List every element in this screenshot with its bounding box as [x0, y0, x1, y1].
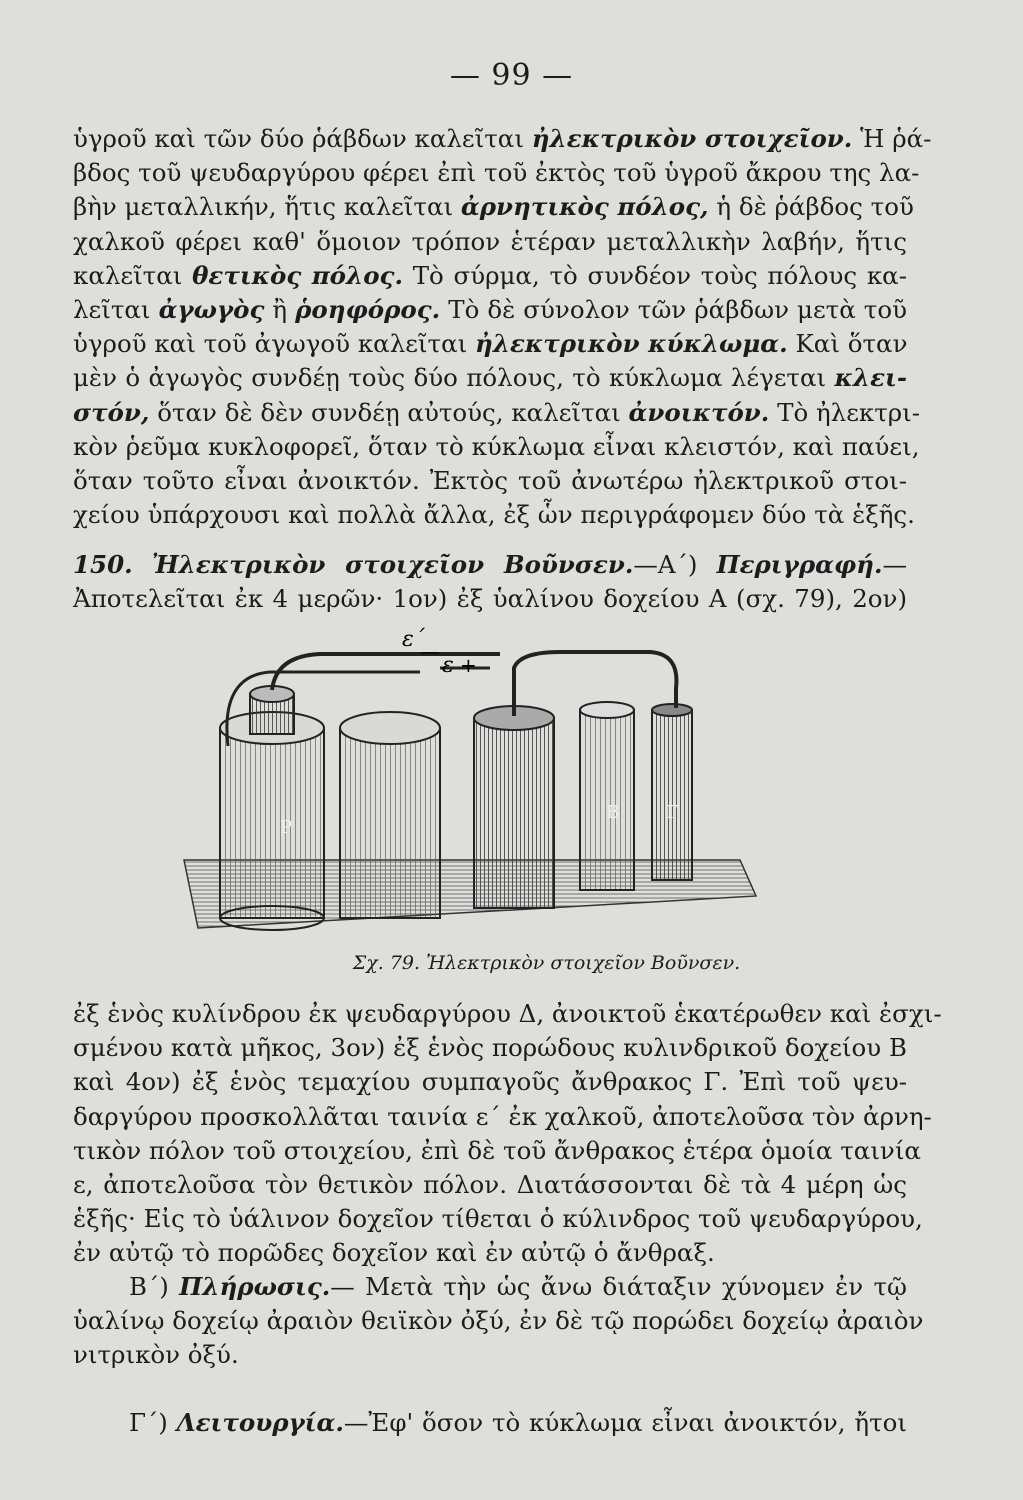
- carbon-block: [652, 710, 692, 880]
- text-line: ε, ἀποτελοῦσα τὸν θετικὸν πόλον. Διατάσσονται δὲ τὰ 4 μέρη ὡς: [73, 1170, 907, 1200]
- paragraph-b-label: Β΄): [129, 1272, 169, 1301]
- text-line: καλεῖται θετικὸς πόλος. Τὸ σύρμα, τὸ συνδέον τοὺς πόλους κα-: [73, 260, 907, 290]
- glass-jar-middle: [340, 728, 440, 918]
- label-b: B: [606, 802, 620, 823]
- paragraph-c-label: Γ΄): [129, 1408, 168, 1437]
- text-line: ἐξ ἑνὸς κυλίνδρου ἐκ ψευδαργύρου Δ, ἀνοικτοῦ ἑκατέρωθεν καὶ ἐσχι-: [73, 999, 942, 1028]
- text-line: δαργύρου προσκολλᾶται ταινία ε΄ ἐκ χαλκοῦ, ἀποτελοῦσα τὸν ἀρνη-: [73, 1101, 932, 1131]
- text-line: ὑγροῦ καὶ τῶν δύο ῥάβδων καλεῖται ἠλεκτρικὸν στοιχεῖον. Ἡ ῥά-: [73, 124, 932, 153]
- paragraph-b-title: Πλήρωσις.: [179, 1272, 331, 1301]
- paragraph-b-line-3: νιτρικὸν ὀξύ.: [73, 1340, 239, 1370]
- paragraph-c-line-1: [73, 1406, 907, 1440]
- paragraph-b: [73, 1270, 924, 1373]
- text-line: βὴν μεταλλικήν, ἥτις καλεῖται ἀρνητικὸς πόλος, ἡ δὲ ῥάβδος τοῦ: [73, 192, 914, 222]
- glass-jar-left: [220, 728, 324, 918]
- porous-pot: [580, 710, 634, 890]
- label-plus: +: [460, 653, 477, 677]
- text-line: χαλκοῦ φέρει καθ' ὅμοιον τρόπον ἑτέραν μεταλλικὴν λαβήν, ἥτις: [73, 226, 907, 256]
- text-line: χείου ὑπάρχουσι καὶ πολλὰ ἄλλα, ἐξ ὧν περιγράφομεν δύο τὰ ἑξῆς.: [73, 500, 915, 530]
- label-g: Γ: [666, 802, 679, 823]
- zinc-cylinder: [474, 718, 554, 908]
- text-line: σμένου κατὰ μῆκος, 3ον) ἐξ ἑνὸς πορώδους κυλινδρικοῦ δοχείου Β: [73, 1033, 907, 1063]
- paragraph-c: [73, 1406, 907, 1440]
- text-line: ὑγροῦ καὶ τοῦ ἀγωγοῦ καλεῖται ἠλεκτρικὸν κύκλωμα. Καὶ ὅταν: [73, 329, 908, 359]
- text-line: ὅταν τοῦτο εἶναι ἀνοικτόν. Ἐκτὸς τοῦ ἀνωτέρω ἠλεκτρικοῦ στοι-: [73, 466, 907, 496]
- figure-illustration: [180, 628, 760, 948]
- label-e: ε: [442, 653, 454, 678]
- text-line: καὶ 4ον) ἐξ ἑνὸς τεμαχίου συμπαγοῦς ἄνθρακος Γ. Ἐπὶ τοῦ ψευ-: [73, 1067, 907, 1097]
- paragraph-bottom: [73, 997, 942, 1271]
- section-number: 150.: [73, 550, 133, 579]
- paragraph-b-rest: — Μετὰ τὴν ὡς ἄνω διάταξιν χύνομεν ἐν τῷ: [330, 1272, 907, 1301]
- text-line: ἐν αὐτῷ τὸ πορῶδες δοχεῖον καὶ ἐν αὐτῷ ὁ ἄνθραξ.: [73, 1238, 715, 1268]
- section-subtitle: Περιγραφή.: [716, 550, 883, 579]
- text-line: λεῖται ἀγωγὸς ἢ ῥοηφόρος. Τὸ δὲ σύνολον τῶν ῥάβδων μετὰ τοῦ: [73, 295, 907, 325]
- label-minus: —: [420, 639, 440, 663]
- text-line: μὲν ὁ ἀγωγὸς συνδέῃ τοὺς δύο πόλους, τὸ κύκλωμα λέγεται κλει-: [73, 363, 907, 393]
- paragraph-c-rest: —Ἐφ' ὅσον τὸ κύκλωμα εἶναι ἀνοικτόν, ἤτοι: [343, 1408, 907, 1437]
- paragraph-b-line-2: ὑαλίνῳ δοχείῳ ἀραιὸν θειϊκὸν ὀξύ, ἐν δὲ τῷ πορώδει δοχείῳ ἀραιὸν: [73, 1306, 924, 1336]
- figure-caption: Σχ. 79. Ἠλεκτρικὸν στοιχεῖον Βοῦνσεν.: [352, 952, 741, 974]
- paragraph-c-title: Λειτουργία.: [176, 1408, 344, 1437]
- label-e-prime: ε΄: [402, 627, 425, 652]
- text-line: βδος τοῦ ψευδαργύρου φέρει ἐπὶ τοῦ ἐκτὸς τοῦ ὑγροῦ ἄκρου της λα-: [73, 158, 920, 188]
- page-number: — 99 —: [449, 58, 574, 93]
- section-150: [73, 548, 907, 616]
- section-subtitle-prefix: —Α΄): [633, 550, 698, 579]
- text-line: στόν, ὅταν δὲ δὲν συνδέῃ αὐτούς, καλεῖται ἀνοικτόν. Τὸ ἠλεκτρι-: [73, 397, 921, 427]
- label-p: P: [280, 817, 293, 838]
- section-dash: —: [882, 550, 907, 579]
- section-line-2: Ἀποτελεῖται ἐκ 4 μερῶν· 1ον) ἐξ ὑαλίνου δοχείου Α (σχ. 79), 2ον): [73, 584, 907, 614]
- section-title: Ἠλεκτρικὸν στοιχεῖον Βοῦνσεν.: [151, 550, 634, 579]
- figure-bunsen-cell: [180, 628, 760, 948]
- text-line: ἑξῆς· Εἰς τὸ ὑάλινον δοχεῖον τίθεται ὁ κύλινδρος τοῦ ψευδαργύρου,: [73, 1204, 923, 1234]
- paragraph-top: [73, 122, 932, 532]
- paragraph-b-line-1: [73, 1270, 907, 1304]
- text-line: τικὸν πόλον τοῦ στοιχείου, ἐπὶ δὲ τοῦ ἄνθρακος ἑτέρα ὁμοία ταινία: [73, 1135, 921, 1165]
- section-heading: [73, 548, 907, 582]
- text-line: κὸν ῥεῦμα κυκλοφορεῖ, ὅταν τὸ κύκλωμα εἶναι κλειστόν, καὶ παύει,: [73, 431, 920, 461]
